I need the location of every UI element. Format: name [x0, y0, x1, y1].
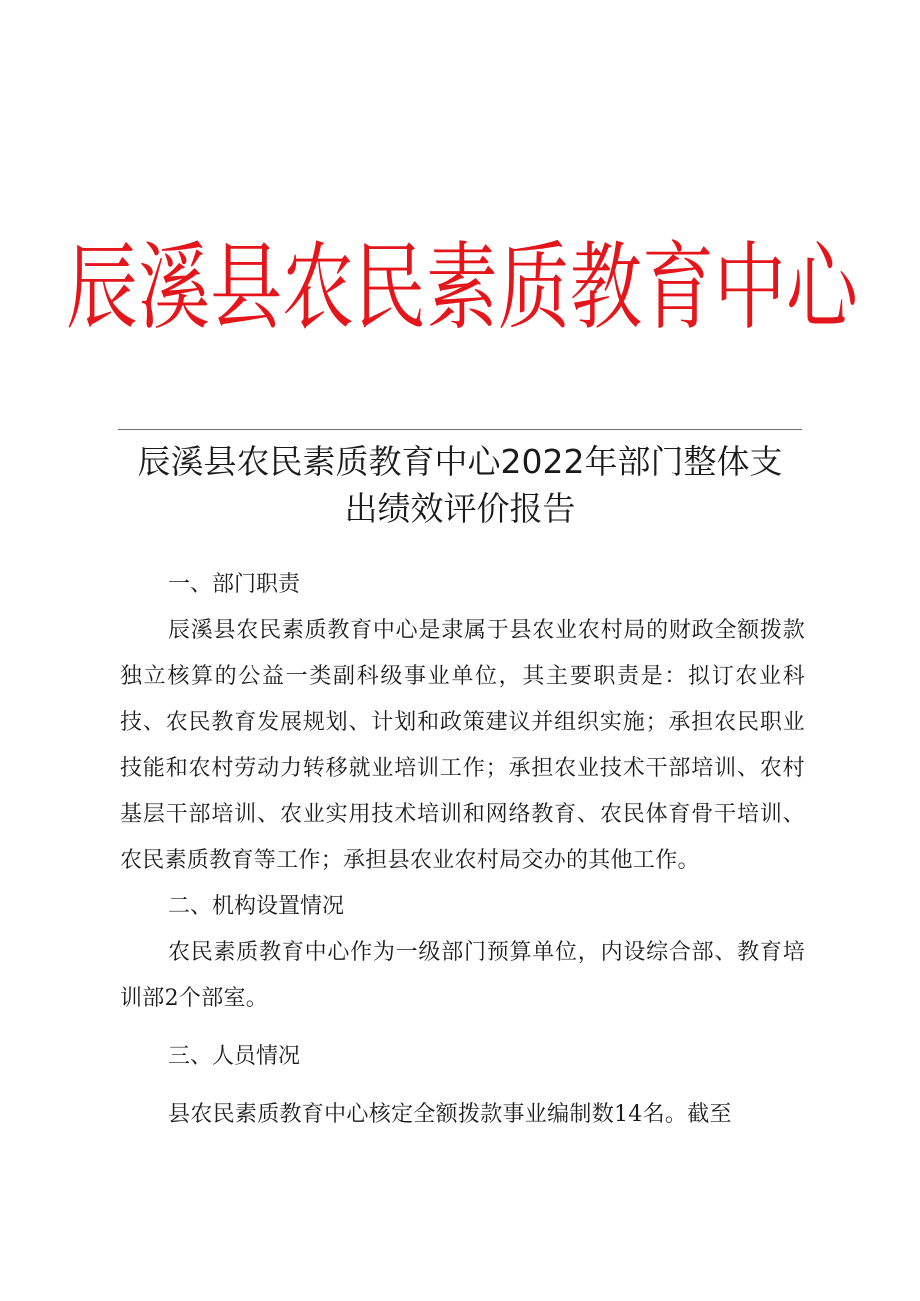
section-text-structure: 农民素质教育中心作为一级部门预算单位，内设综合部、教育培训部2个部室。	[120, 940, 805, 1011]
letterhead	[66, 231, 859, 343]
section-spacer	[120, 1022, 805, 1034]
section-text-duties: 辰溪县农民素质教育中心是隶属于县农业农村局的财政全额拨款独立核算的公益一类副科级事业单位，其主要职责是：拟订农业科技、农民教育发展规划、计划和政策建议并组织实施；承担农民职业技能和农村劳动力转移就业培训工作；承担农业技术干部培训、农村基层干部培训、农业实用技术培训和网络教育、农民体育骨干培训、农民素质教育等工作；承担县农业农村局交办的其他工作。	[120, 618, 805, 873]
section-heading-staff: 三、人员情况	[168, 1044, 301, 1069]
document-title-line-1: 辰溪县农民素质教育中心2022年部门整体支	[137, 442, 783, 481]
document-title-line-2: 出绩效评价报告	[344, 489, 576, 528]
letterhead-org-name: 辰溪县农民素质教育中心	[66, 231, 859, 343]
document-title	[110, 438, 810, 532]
section-text-staff: 县农民素质教育中心核定全额拨款事业编制数14名。截至	[168, 1102, 732, 1127]
letterhead-divider	[118, 429, 802, 430]
section-spacer	[120, 1080, 805, 1092]
document-body	[120, 562, 805, 1138]
section-heading-duties: 一、部门职责	[168, 572, 301, 597]
section-heading-structure: 二、机构设置情况	[168, 894, 345, 919]
